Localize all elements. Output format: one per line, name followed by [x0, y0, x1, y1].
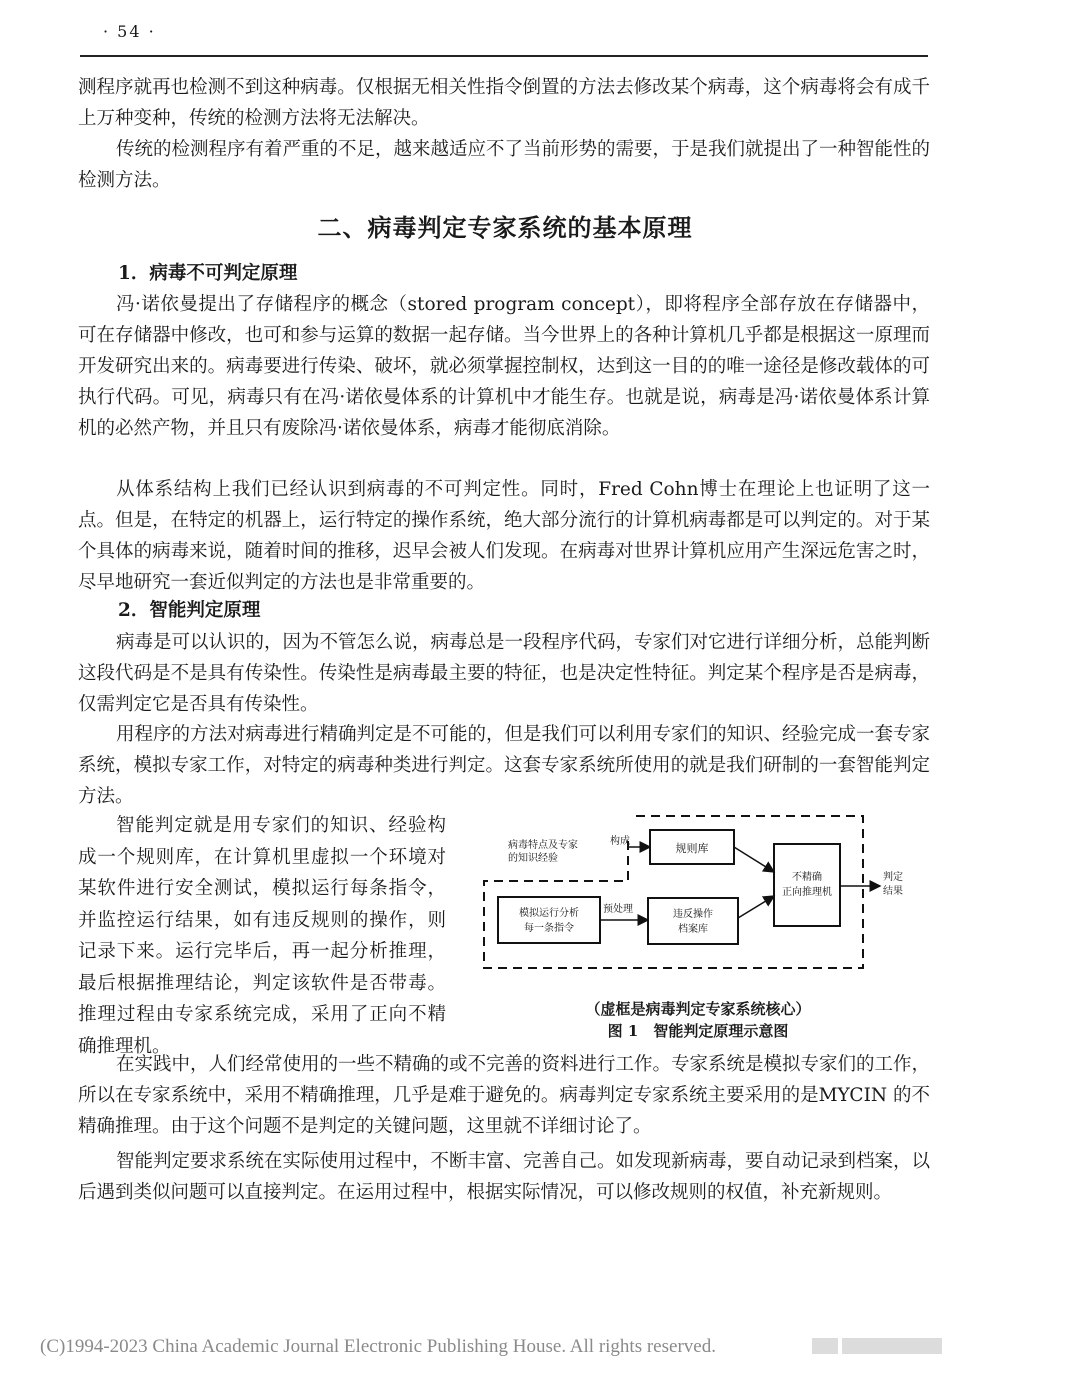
copyright-footer: (C)1994-2023 China Academic Journal Electronic Publishing House. All rights reserved. [40, 1336, 716, 1357]
simulate-box [498, 897, 600, 943]
figure-caption: 图 1 智能判定原理示意图 [607, 1022, 789, 1040]
arrow-violation-to-engine [738, 896, 774, 918]
violation-label-line2: 档案库 [678, 924, 708, 935]
figure-diagram [478, 806, 918, 986]
simulate-label-line1: 模拟运行分析 [519, 908, 579, 919]
paragraph-undecidability: 从体系结构上我们已经认识到病毒的不可判定性。同时，Fred Cohn博士在理论上也证明了这一点。但是，在特定的机器上，运行特定的操作系统，绝大部分流行的计算机病毒都是可以判定的。对于某个具体的病毒来说，随着时间的推移，迟早会被人们发现。在病毒对世界计算机应用产生深远危害之时，尽早地研究一套近似判定的方法也是非常重要的。 [78, 479, 930, 593]
paragraph-von-neumann: 冯·诺依曼提出了存储程序的概念（stored program concept），即将程序全部存放在存储器中，可在存储器中修改，也可和参与运算的数据一起存储。当今世界上的各种计算机几乎都是根据这一原理而开发研究出来的。病毒要进行传染、破坏，就必须掌握控制权，达到这一目的的唯一途径是修改载体的可执行代码。可见，病毒只有在冯·诺依曼体系的计算机中才能生存。也就是说，病毒是冯·诺依曼体系计算机的必然产物，并且只有废除冯·诺依曼体系，病毒才能彻底消除。 [78, 294, 930, 439]
engine-label-line2: 正向推理机 [782, 887, 832, 898]
constitute-label: 构成 [610, 836, 630, 847]
footer-bar-1 [812, 1338, 838, 1354]
engine-label-line1: 不精确 [792, 872, 822, 883]
violation-label-line1: 违反操作 [673, 909, 713, 920]
subsection-heading-2: 2．智能判定原理 [118, 600, 261, 621]
arrow-rulebase-to-engine [734, 847, 774, 872]
input-label-line2: 的知识经验 [508, 853, 558, 864]
header-rule [80, 55, 928, 57]
subsection-heading-1: 1．病毒不可判定原理 [118, 263, 298, 284]
rule-base-label: 规则库 [675, 842, 709, 855]
paragraph-continuation: 测程序就再也检测不到这种病毒。仅根据无相关性指令倒置的方法去修改某个病毒，这个病毒将会有成千上万种变种，传统的检测方法将无法解决。 [78, 77, 930, 129]
paragraph-intelligent-judgment: 智能判定就是用专家们的知识、经验构成一个规则库，在计算机里虚拟一个环境对某软件进行安全测试，模拟运行每条指令，并监控运行结果，如有违反规则的操作，则记录下来。运行完毕后，再一起分析推理，最后根据推理结论，判定该软件是否带毒。推理过程由专家系统完成，采用了正向不精确推理机。 [78, 815, 446, 1057]
paragraph-intro: 传统的检测程序有着严重的不足，越来越适应不了当前形势的需要，于是我们就提出了一种智能性的检测方法。 [78, 139, 931, 191]
simulate-label-line2: 每一条指令 [524, 923, 574, 934]
paragraph-expert-system: 用程序的方法对病毒进行精确判定是不可能的，但是我们可以利用专家们的知识、经验完成一套专家系统，模拟专家工作，对特定的病毒种类进行判定。这套专家系统所使用的就是我们研制的一套智能判定方法。 [78, 724, 931, 807]
section-title: 二、病毒判定专家系统的基本原理 [317, 213, 693, 242]
page-number: · 54 · [103, 22, 156, 41]
paragraph-imprecise-inference: 在实践中，人们经常使用的一些不精确的或不完善的资料进行工作。专家系统是模拟专家们的工作，所以在专家系统中，采用不精确推理，几乎是难于避免的。病毒判定专家系统主要采用的是MYCIN 的不精确推理。由于这个问题不是判定的关键问题，这里就不详细讨论了。 [78, 1054, 931, 1137]
footer-bar-2 [842, 1338, 942, 1354]
paragraph-recognizable: 病毒是可以认识的，因为不管怎么说，病毒总是一段程序代码，专家们对它进行详细分析，总能判断这段代码是不是具有传染性。传染性是病毒最主要的特征，也是决定性特征。判定某个程序是否是病毒，仅需判定它是否具有传染性。 [78, 632, 931, 715]
inference-engine-box [774, 844, 840, 926]
paragraph-self-improvement: 智能判定要求系统在实际使用过程中，不断丰富、完善自己。如发现新病毒，要自动记录到档案，以后遇到类似问题可以直接判定。在运用过程中，根据实际情况，可以修改规则的权值，补充新规则。 [78, 1151, 931, 1203]
input-label-line1: 病毒特点及专家 [508, 840, 578, 851]
figure-note: （虚框是病毒判定专家系统核心） [585, 1000, 811, 1018]
preprocess-label: 预处理 [603, 904, 633, 915]
output-label-line1: 判定 [883, 872, 903, 883]
violation-archive-box [648, 898, 738, 944]
output-label-line2: 结果 [883, 886, 903, 897]
